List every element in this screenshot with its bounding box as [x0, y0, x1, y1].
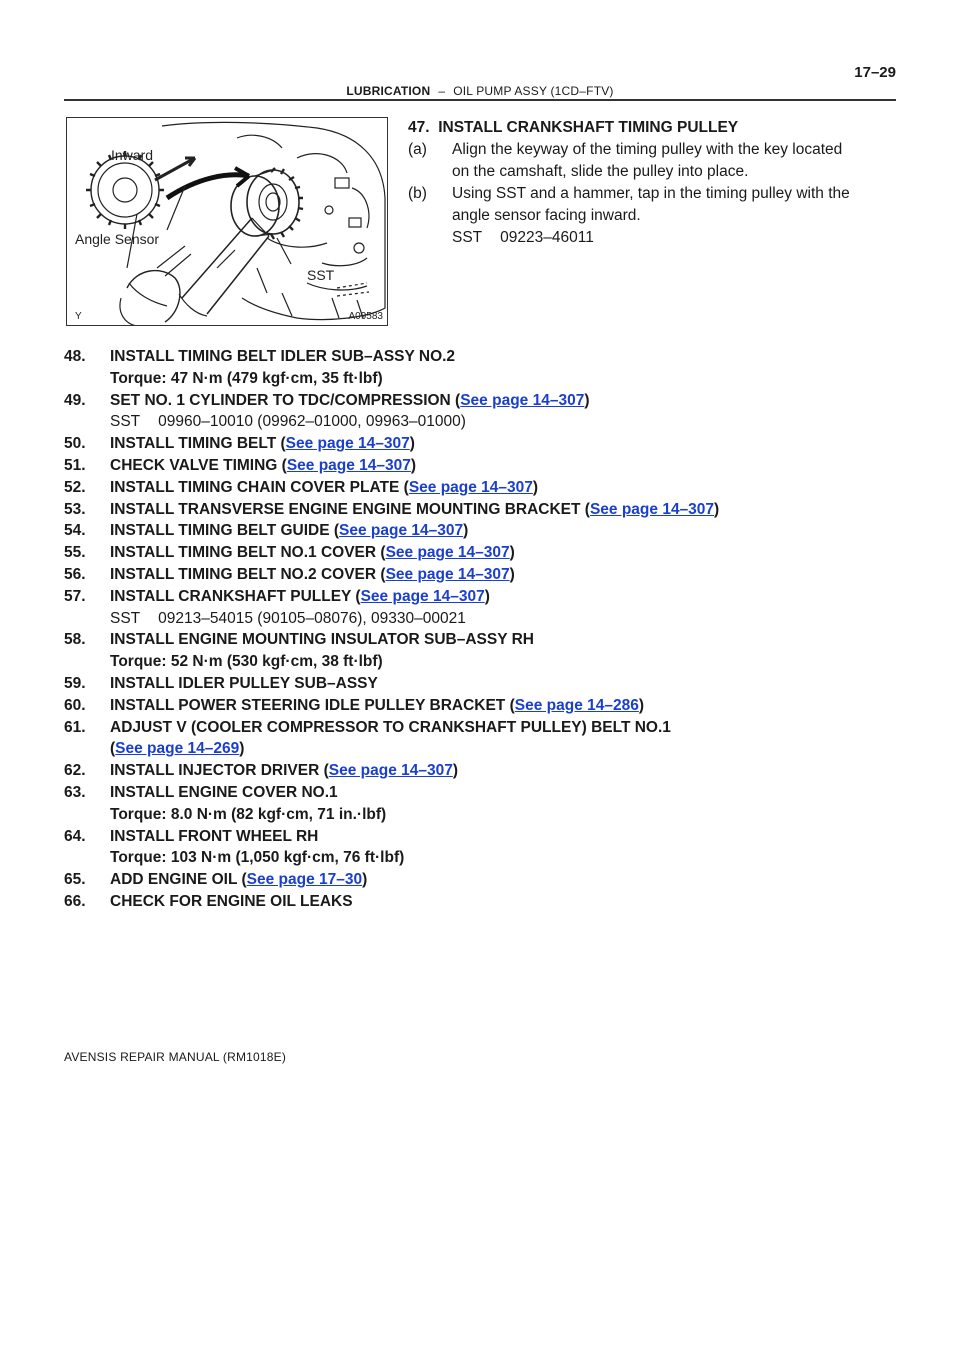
torque-note: Torque: 52 N·m (530 kgf·cm, 38 ft·lbf)	[110, 653, 383, 671]
sst-line	[110, 608, 924, 630]
step-47-number: 47.	[408, 119, 430, 136]
substep-b	[408, 183, 898, 205]
substep-b-marker: (b)	[408, 185, 427, 202]
sst-label: SST	[110, 609, 141, 627]
step-number: 61.	[64, 718, 86, 736]
step-56	[64, 564, 924, 586]
close-paren: )	[584, 391, 590, 409]
step-number: 49.	[64, 391, 86, 409]
close-paren: )	[532, 478, 539, 496]
step-text: INSTALL TIMING BELT IDLER SUB–ASSY NO.2	[110, 348, 456, 365]
substep-a-line2: on the camshaft, slide the pulley into place.	[452, 163, 749, 180]
see-page-link[interactable]: See page 14–307	[286, 456, 411, 474]
see-page-link[interactable]: See page 14–307	[285, 435, 410, 453]
step-53	[64, 499, 924, 521]
close-paren: )	[452, 762, 459, 780]
header-rule	[64, 99, 896, 101]
page-number: 17–29	[854, 64, 896, 81]
step-text: INSTALL POWER STEERING IDLE PULLEY BRACKET (	[110, 696, 515, 714]
see-page-link[interactable]: See page 14–307	[360, 587, 485, 605]
close-paren: )	[714, 500, 720, 518]
close-paren: )	[239, 740, 245, 758]
step-47-title-text: INSTALL CRANKSHAFT TIMING PULLEY	[438, 119, 739, 136]
sst-label: SST	[452, 229, 483, 246]
torque-note: Torque: 103 N·m (1,050 kgf·cm, 76 ft·lbf)	[110, 849, 405, 867]
step-59	[64, 673, 924, 695]
substep-b-line1: Using SST and a hammer, tap in the timing pulley with the	[452, 185, 850, 202]
step-text: INSTALL ENGINE COVER NO.1	[110, 783, 338, 801]
step-text: INSTALL ENGINE MOUNTING INSULATOR SUB–ASSY RH	[110, 631, 534, 649]
section-title: LUBRICATION	[346, 84, 431, 98]
see-page-link[interactable]: See page 14–307	[328, 762, 453, 780]
step-text: ADJUST V (COOLER COMPRESSOR TO CRANKSHAFT PULLEY) BELT NO.1	[110, 718, 671, 736]
close-paren: )	[509, 544, 515, 562]
step-48	[64, 346, 924, 390]
step-text: INSTALL FRONT WHEEL RH	[110, 827, 319, 845]
step-number: 50.	[64, 435, 86, 453]
step-text: INSTALL IDLER PULLEY SUB–ASSY	[110, 674, 378, 692]
step-65	[64, 869, 924, 891]
step-text: INSTALL INJECTOR DRIVER (	[110, 762, 329, 780]
figure-corner-mark: Y	[75, 311, 82, 322]
see-page-link[interactable]: See page 14–307	[385, 544, 510, 562]
see-page-link[interactable]: See page 14–307	[408, 478, 533, 496]
step-66	[64, 891, 924, 913]
torque-note: Torque: 47 N·m (479 kgf·cm, 35 ft·lbf)	[110, 369, 383, 387]
step-number: 52.	[64, 478, 86, 496]
sst-code: 09223–46011	[500, 229, 594, 246]
step-text: INSTALL TIMING BELT NO.2 COVER (	[110, 565, 386, 583]
sst-line	[110, 411, 924, 433]
close-paren: )	[638, 696, 645, 714]
sst-code: 09213–54015 (90105–08076), 09330–00021	[158, 609, 466, 627]
procedure-steps	[64, 346, 924, 913]
close-paren: )	[484, 587, 490, 605]
step-47	[408, 117, 898, 249]
label-sst: SST	[307, 267, 335, 283]
step-47-sst	[408, 227, 898, 249]
subsection-title: OIL PUMP ASSY (1CD–FTV)	[453, 84, 614, 98]
step-number: 51.	[64, 456, 86, 474]
step-text: ADD ENGINE OIL (	[110, 871, 247, 889]
step-64	[64, 826, 924, 870]
step-54	[64, 520, 924, 542]
see-page-link[interactable]: See page 14–307	[339, 522, 464, 540]
step-number: 60.	[64, 696, 86, 714]
step-text: CHECK VALVE TIMING (	[110, 456, 287, 474]
label-angle-sensor: Angle Sensor	[75, 231, 160, 247]
step-63	[64, 782, 924, 826]
running-head	[64, 84, 896, 98]
close-paren: )	[362, 871, 368, 889]
step-number: 66.	[64, 892, 86, 910]
substep-a-marker: (a)	[408, 141, 427, 158]
step-number: 64.	[64, 827, 86, 845]
step-49	[64, 390, 924, 434]
step-55	[64, 542, 924, 564]
substep-a	[408, 139, 898, 161]
step-47-title	[408, 117, 898, 139]
step-60	[64, 695, 924, 717]
step-50	[64, 433, 924, 455]
step-text: INSTALL CRANKSHAFT PULLEY (	[110, 587, 361, 605]
step-number: 62.	[64, 762, 86, 780]
page-header	[64, 62, 896, 102]
close-paren: )	[409, 435, 415, 453]
see-page-link[interactable]: See page 14–269	[115, 740, 240, 758]
step-number: 55.	[64, 544, 86, 562]
sst-label: SST	[110, 413, 141, 431]
see-page-link[interactable]: See page 14–307	[460, 391, 585, 409]
step-52	[64, 477, 924, 499]
step-number: 53.	[64, 500, 86, 518]
sst-code: 09960–10010 (09962–01000, 09963–01000)	[158, 413, 466, 431]
see-page-link[interactable]: See page 17–30	[246, 871, 363, 889]
step-text: SET NO. 1 CYLINDER TO TDC/COMPRESSION (	[110, 391, 461, 409]
step-number: 59.	[64, 674, 86, 692]
illustration-figure	[66, 117, 388, 326]
torque-note: Torque: 8.0 N·m (82 kgf·cm, 71 in.·lbf)	[110, 805, 387, 823]
step-text: INSTALL TRANSVERSE ENGINE ENGINE MOUNTING BRACKET (	[110, 500, 590, 518]
see-page-link[interactable]: See page 14–286	[514, 696, 639, 714]
close-paren: )	[463, 522, 469, 540]
step-57	[64, 586, 924, 630]
step-text: INSTALL TIMING BELT (	[110, 435, 286, 453]
step-number: 56.	[64, 565, 86, 583]
step-62	[64, 760, 924, 782]
see-page-link[interactable]: See page 14–307	[385, 565, 510, 583]
figure-code: A09583	[348, 311, 383, 322]
step-text: CHECK FOR ENGINE OIL LEAKS	[110, 892, 353, 910]
step-number: 58.	[64, 631, 86, 649]
open-paren: (	[110, 740, 116, 758]
step-number: 48.	[64, 348, 86, 365]
step-text: INSTALL TIMING BELT NO.1 COVER (	[110, 544, 386, 562]
close-paren: )	[410, 456, 417, 474]
step-number: 57.	[64, 587, 86, 605]
step-61	[64, 717, 924, 761]
substep-a-line1: Align the keyway of the timing pulley with the key located	[452, 141, 843, 158]
header-separator: –	[438, 84, 446, 98]
step-61-line2	[110, 738, 924, 760]
step-58	[64, 629, 924, 673]
label-inward: Inward	[111, 147, 154, 163]
close-paren: )	[509, 565, 515, 583]
step-text: INSTALL TIMING CHAIN COVER PLATE (	[110, 478, 409, 496]
see-page-link[interactable]: See page 14–307	[589, 500, 715, 518]
step-51	[64, 455, 924, 477]
step-number: 54.	[64, 522, 86, 540]
step-text: INSTALL TIMING BELT GUIDE (	[110, 522, 340, 540]
step-number: 63.	[64, 783, 86, 801]
page-footer: AVENSIS REPAIR MANUAL (RM1018E)	[64, 1050, 287, 1064]
substep-b-line2: angle sensor facing inward.	[452, 207, 641, 224]
step-number: 65.	[64, 871, 86, 889]
